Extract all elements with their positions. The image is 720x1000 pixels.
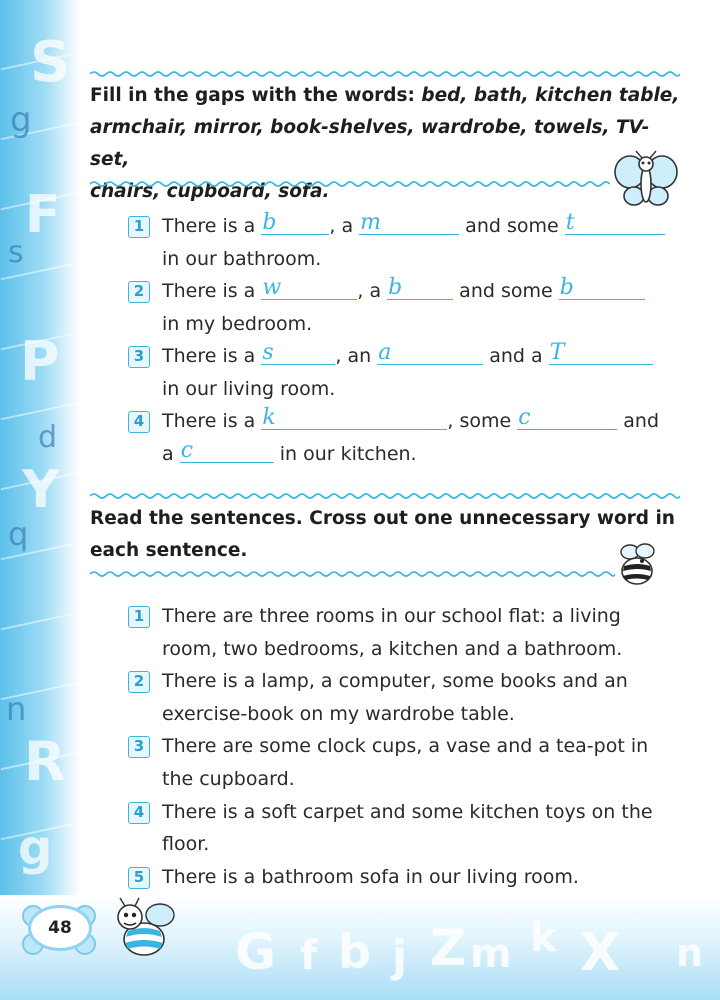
bee-icon: [612, 540, 662, 590]
item-text: There is a: [162, 215, 262, 237]
item-text: and some: [459, 215, 565, 237]
instruction-words: armchair, mirror, book-shelves, wardrobe, towels, TV-set,: [90, 117, 650, 170]
list-item: [128, 861, 688, 894]
item-text: There is a soft carpet and some kitchen toys on the: [162, 800, 653, 823]
gap-hint: m: [360, 210, 382, 235]
item-number: 2: [128, 281, 150, 303]
side-letter: g: [18, 820, 53, 876]
bottom-letter: k: [530, 915, 557, 961]
item-number: 4: [128, 802, 150, 824]
exercise1-list: [128, 210, 688, 470]
gap-hint: b: [388, 275, 403, 300]
side-letter: R: [24, 730, 66, 793]
gap-hint: c: [180, 437, 194, 463]
side-letter: d: [38, 420, 58, 455]
decorative-side-strip: [0, 0, 80, 1000]
gap-hint: t: [565, 210, 575, 235]
gap-input[interactable]: [261, 405, 447, 430]
gap-input[interactable]: [565, 210, 665, 235]
list-item: [128, 730, 688, 763]
bottom-letter: b: [338, 925, 371, 979]
gap-input[interactable]: [517, 405, 617, 430]
bottom-letter: j: [392, 931, 408, 982]
item-text: room, two bedrooms, a kitchen and a bathroom.: [162, 637, 623, 660]
side-letter: n: [6, 690, 27, 728]
side-letter: Y: [22, 460, 60, 520]
exercise2-instruction: [90, 503, 685, 567]
item-text: exercise-book on my wardrobe table.: [162, 702, 515, 725]
gap-input[interactable]: [261, 210, 329, 235]
item-number: 1: [128, 216, 150, 238]
item-text: There is a bathroom sofa in our living room.: [162, 865, 579, 888]
item-text: a: [162, 442, 180, 465]
item-text: , a: [329, 215, 360, 237]
gap-input[interactable]: [549, 340, 653, 365]
bottom-letter: X: [580, 923, 621, 983]
list-item: [128, 600, 688, 633]
exercise2-list: [128, 600, 688, 893]
item-text: and some: [453, 280, 559, 302]
gap-hint: T: [549, 340, 565, 365]
gap-input[interactable]: [180, 438, 274, 463]
bottom-letter: m: [470, 931, 512, 977]
side-letter: g: [10, 100, 32, 140]
item-text: There is a lamp, a computer, some books and an: [162, 670, 628, 693]
side-letter: P: [20, 330, 60, 393]
item-text: in our kitchen.: [273, 442, 417, 465]
item-text: , a: [357, 280, 388, 302]
side-letter: s: [8, 235, 24, 270]
side-letter: S: [30, 30, 71, 95]
bottom-letter: Z: [430, 919, 467, 977]
wavy-divider: [90, 180, 610, 188]
instruction-text: each sentence.: [90, 540, 248, 561]
bottom-letter: n: [676, 931, 704, 975]
exercise1-instruction: [90, 80, 685, 208]
gap-hint: b: [559, 275, 574, 300]
bottom-letter: G: [235, 923, 277, 981]
item-text: in our bathroom.: [162, 247, 322, 270]
item-number: 2: [128, 671, 150, 693]
gap-hint: c: [518, 405, 531, 430]
item-text: floor.: [162, 833, 210, 856]
side-letter: F: [25, 185, 61, 245]
wavy-divider: [90, 492, 680, 500]
item-text: , some: [447, 410, 518, 432]
item-text: and: [617, 410, 660, 432]
list-item: [128, 665, 688, 698]
side-letter: q: [8, 515, 29, 553]
item-number: 5: [128, 867, 150, 889]
item-text: in our living room.: [162, 377, 336, 400]
item-number: 4: [128, 411, 150, 433]
wavy-divider: [90, 70, 680, 78]
instruction-words: chairs, cupboard, sofa.: [90, 181, 330, 202]
item-text: in my bedroom.: [162, 312, 313, 335]
wavy-divider: [90, 570, 615, 578]
gap-hint: w: [262, 275, 282, 300]
list-item: [128, 405, 688, 438]
gap-input[interactable]: [559, 275, 645, 300]
gap-hint: b: [262, 210, 277, 235]
item-number: 3: [128, 346, 150, 368]
gap-hint: s: [262, 340, 274, 365]
list-item: [128, 796, 688, 829]
item-text: There is a: [162, 280, 262, 302]
item-text: There is a: [162, 345, 262, 367]
gap-input[interactable]: [359, 210, 459, 235]
instruction-text: Fill in the gaps with the words:: [90, 85, 422, 106]
list-item: [128, 340, 688, 373]
bottom-letter: f: [300, 933, 318, 979]
item-text: There is a: [162, 410, 262, 432]
gap-input[interactable]: [377, 340, 483, 365]
item-text: and a: [483, 345, 549, 367]
butterfly-icon: [612, 150, 680, 210]
item-text: There are some clock cups, a vase and a tea-pot in: [162, 735, 649, 758]
instruction-text: Read the sentences. Cross out one unnecessary word in: [90, 508, 675, 529]
item-text: There are three rooms in our school flat: a living: [162, 605, 621, 627]
item-text: the cupboard.: [162, 767, 295, 790]
page-number: 48: [28, 905, 92, 951]
gap-hint: a: [378, 340, 392, 365]
list-item: [128, 275, 688, 308]
item-number: 1: [128, 606, 150, 628]
gap-input[interactable]: [261, 275, 357, 300]
gap-hint: k: [262, 405, 276, 430]
item-text: , an: [335, 345, 378, 367]
gap-input[interactable]: [387, 275, 453, 300]
gap-input[interactable]: [261, 340, 335, 365]
bee-mascot-icon: [108, 895, 180, 965]
list-item: [128, 210, 688, 243]
instruction-words: bed, bath, kitchen table,: [421, 85, 680, 106]
item-number: 3: [128, 736, 150, 758]
